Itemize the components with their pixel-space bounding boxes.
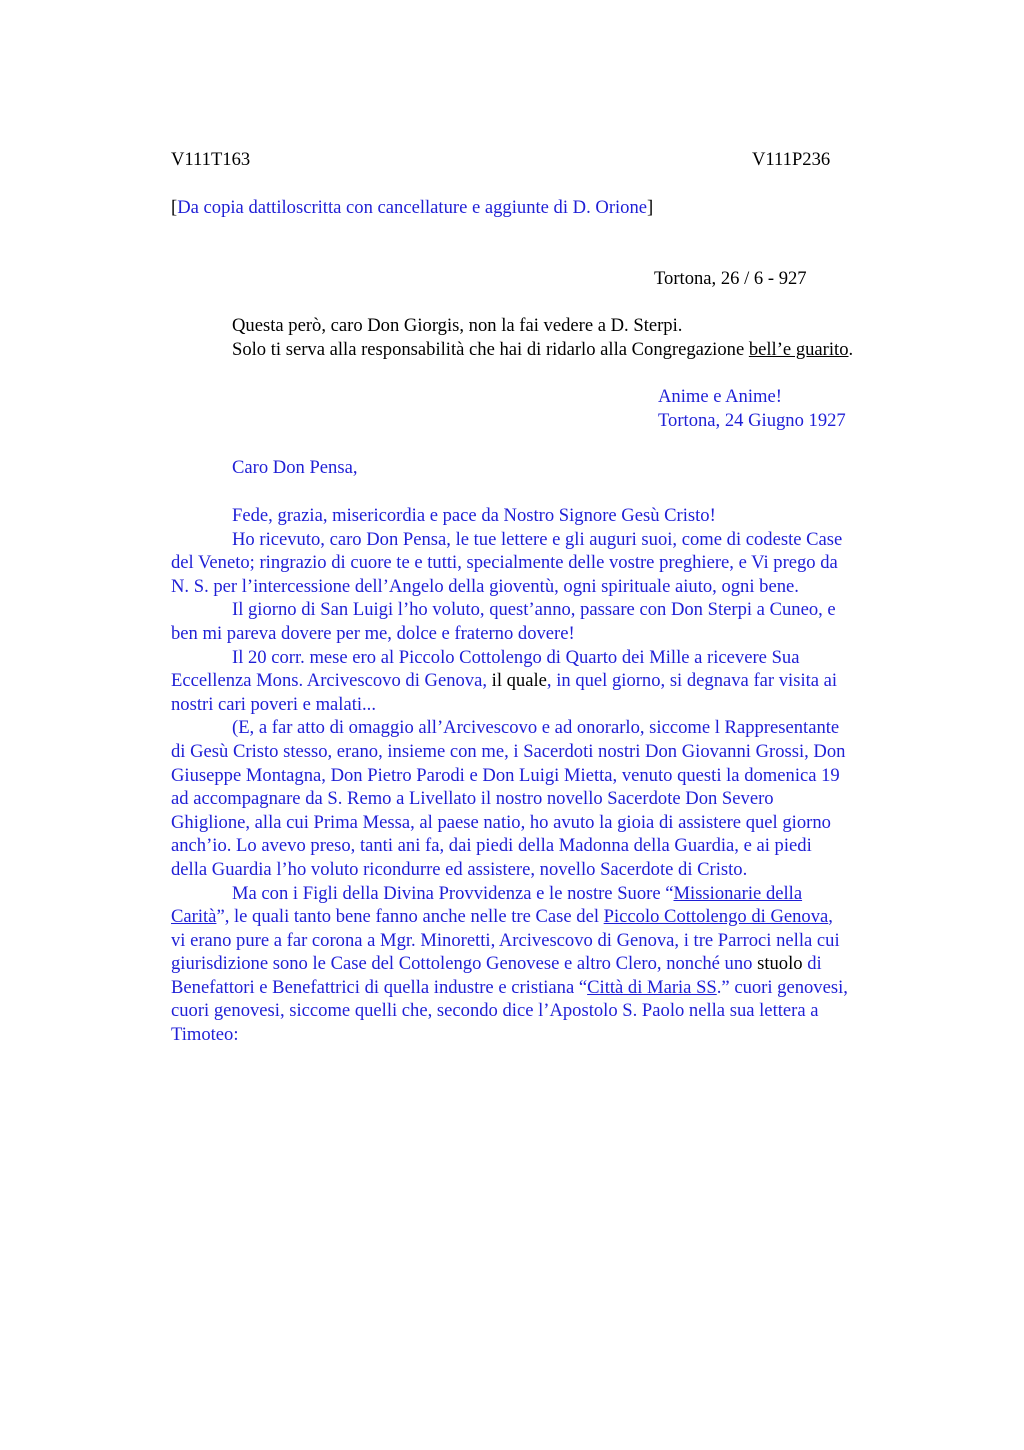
paragraph-5-line-1: (E, a far atto di omaggio all’Arcivescovo e ad onorarlo, siccome l Rappresentante xyxy=(232,717,840,739)
paragraph-4-line-2 xyxy=(171,669,931,693)
paragraph-6-line-1 xyxy=(171,882,931,906)
paragraph-6-line-4 xyxy=(171,952,931,976)
source-note-text: Da copia dattiloscritta con cancellature e aggiunte di D. Orione xyxy=(177,197,648,218)
paragraph-3-line-1: Il giorno di San Luigi l’ho voluto, quest’anno, passare con Don Sterpi a Cuneo, e xyxy=(232,599,836,621)
p6-l5-text: Benefattori e Benefattrici di quella industre e cristiana “ xyxy=(171,976,588,998)
source-note xyxy=(171,196,653,220)
p4-segment-c: , in quel giorno, si degnava far visita ai xyxy=(546,670,838,692)
paragraph-2-line-2: del Veneto; ringrazio di cuore te e tutti, specialmente delle vostre preghiere, e Vi prego da xyxy=(171,552,838,574)
p6-l1-text: Ma con i Figli della Divina Provvidenza e le nostre Suore “ xyxy=(232,882,674,904)
source-note-close-bracket: ] xyxy=(647,197,654,218)
p6-l2-underlined-2: Piccolo Cottolengo di Genova xyxy=(603,906,829,928)
document-code-right: V111P236 xyxy=(752,149,831,170)
motto: Anime e Anime! xyxy=(658,386,782,407)
p6-l2-text: ”, le quali tanto bene fanno anche nelle tre Case del xyxy=(216,906,604,928)
paragraph-3-line-2: ben mi pareva dovere per me, dolce e fraterno dovere! xyxy=(171,622,575,644)
paragraph-6-line-5 xyxy=(171,976,931,1000)
p6-l2-end: , xyxy=(828,906,833,928)
paragraph-4-line-3: nostri cari poveri e malati... xyxy=(171,693,376,715)
paragraph-2-line-1: Ho ricevuto, caro Don Pensa, le tue lettere e gli auguri suoi, come di codeste Case xyxy=(232,528,843,550)
p6-l4-end: di xyxy=(802,953,822,975)
paragraph-4-line-1: Il 20 corr. mese ero al Piccolo Cottolengo di Quarto dei Mille a ricevere Sua xyxy=(232,646,800,668)
p4-segment-a: Eccellenza Mons. Arcivescovo di Genova, xyxy=(171,670,487,692)
paragraph-5-line-7: della Guardia l’ho voluto ricondurre ed assistere, novello Sacerdote di Cristo. xyxy=(171,858,748,880)
paragraph-2-line-3: N. S. per l’intercessione dell’Angelo della gioventù, ogni spirituale aiuto, ogni bene. xyxy=(171,575,799,597)
p6-l4-text: giurisdizione sono le Case del Cottolengo Genovese e altro Clero, nonché uno xyxy=(171,953,753,975)
paragraph-5-line-2: di Gesù Cristo stesso, erano, insieme con me, i Sacerdoti nostri Don Giovanni Grossi, Don xyxy=(171,740,846,762)
paragraph-1: Fede, grazia, misericordia e pace da Nostro Signore Gesù Cristo! xyxy=(232,505,716,526)
paragraph-6-line-7: Timoteo: xyxy=(171,1024,239,1046)
note-line-2-end: . xyxy=(848,339,854,360)
salutation: Caro Don Pensa, xyxy=(232,457,358,478)
date-top: Tortona, 26 / 6 - 927 xyxy=(654,268,807,289)
paragraph-5-line-6: anch’io. Lo avevo preso, tanti ani fa, dai piedi della Madonna della Guardia, e ai piedi xyxy=(171,835,812,857)
p6-l5-underlined: Città di Maria SS xyxy=(587,976,717,998)
p6-l4-black: stuolo xyxy=(752,953,803,975)
letter-body xyxy=(171,504,931,1047)
note-line-2 xyxy=(232,338,853,362)
paragraph-5-line-3: Giuseppe Montagna, Don Pietro Parodi e Don Luigi Mietta, venuto questi la domenica 19 xyxy=(171,764,840,786)
p6-l2-underlined: Carità xyxy=(171,906,217,928)
paragraph-5-line-5: Ghiglione, alla cui Prima Messa, al paese natio, ho avuto la gioia di assistere quel giorno xyxy=(171,811,831,833)
note-underlined-phrase: bell’e guarito xyxy=(748,339,849,360)
paragraph-5-line-4: ad accompagnare da S. Remo a Livellato il nostro novello Sacerdote Don Severo xyxy=(171,788,774,810)
source-note-open-bracket: [ xyxy=(171,197,178,218)
note-line-1: Questa però, caro Don Giorgis, non la fai vedere a D. Sterpi. xyxy=(232,315,683,336)
document-code-left: V111T163 xyxy=(171,149,251,170)
p6-l5-end: .” cuori genovesi, xyxy=(716,976,848,998)
p4-segment-black: il quale xyxy=(487,670,547,692)
paragraph-6-line-6: cuori genovesi, siccome quelli che, secondo dice l’Apostolo S. Paolo nella sua lettera a xyxy=(171,1000,819,1022)
p6-l1-underlined: Missionarie della xyxy=(673,882,803,904)
place-date: Tortona, 24 Giugno 1927 xyxy=(658,410,846,431)
note-line-2-text: Solo ti serva alla responsabilità che hai di ridarlo alla Congregazione xyxy=(232,339,749,360)
paragraph-6-line-3: vi erano pure a far corona a Mgr. Minoretti, Arcivescovo di Genova, i tre Parroci nella cui xyxy=(171,929,840,951)
paragraph-6-line-2 xyxy=(171,905,931,929)
